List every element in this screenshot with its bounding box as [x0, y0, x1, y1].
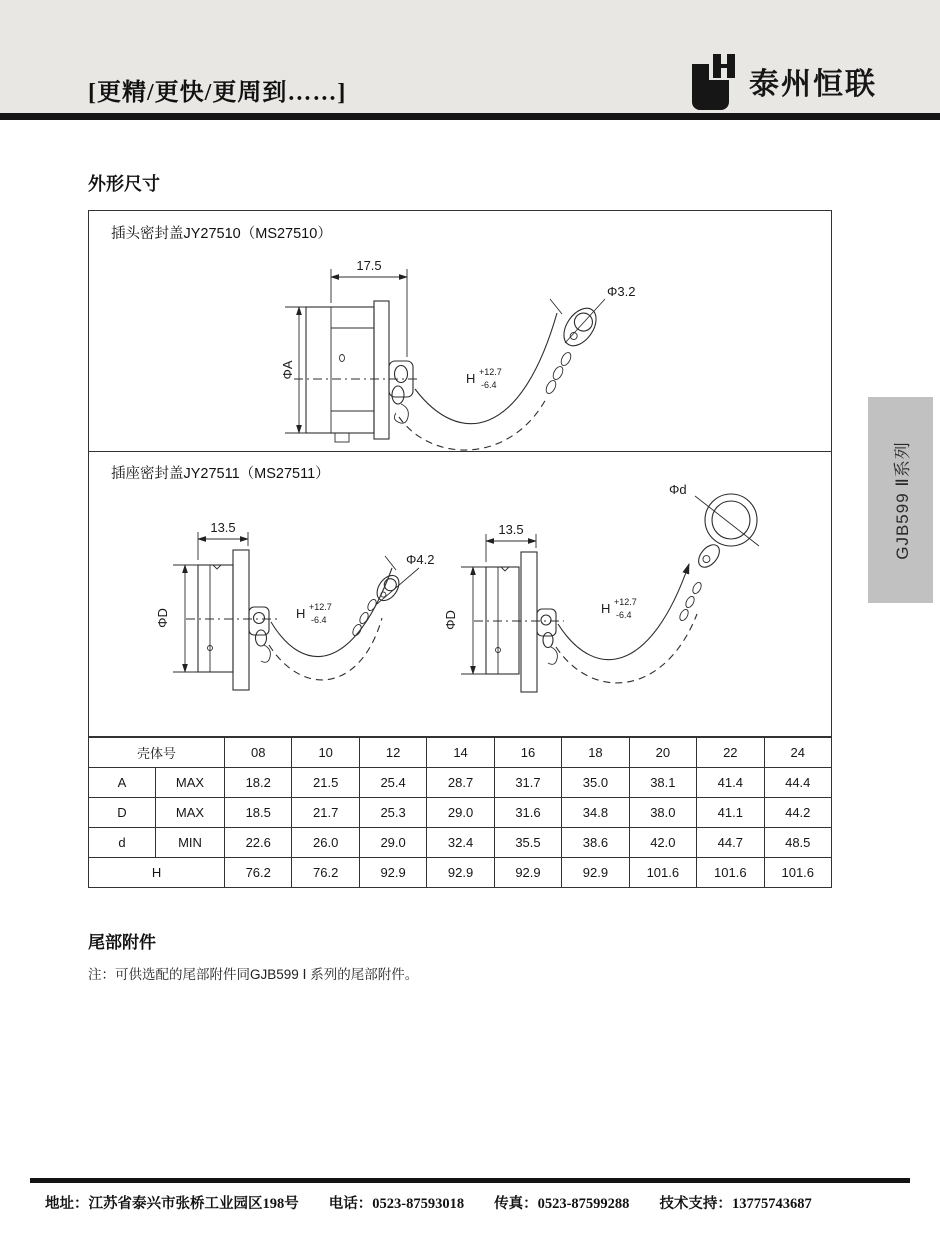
h-dimension-2 — [296, 602, 332, 625]
table-header-size: 20 — [629, 738, 696, 768]
dim-17-5: 17.5 — [356, 258, 382, 273]
footer-rule — [30, 1178, 910, 1183]
svg-text:-6.4: -6.4 — [481, 380, 497, 390]
series-side-tab-label: GJB599 Ⅱ系列 — [893, 440, 912, 560]
table-cell: 31.7 — [494, 768, 561, 798]
table-cell: 44.7 — [697, 828, 764, 858]
table-header-size: 22 — [697, 738, 764, 768]
footer-fax: 传真：0523-87599288 — [494, 1196, 630, 1212]
dim-13-5-right: 13.5 — [498, 522, 524, 537]
svg-text:-6.4: -6.4 — [616, 610, 632, 620]
table-header-size: 12 — [359, 738, 426, 768]
table-row-A — [89, 768, 832, 798]
table-cell: 92.9 — [562, 858, 629, 888]
table-cell: 38.6 — [562, 828, 629, 858]
table-cell: 101.6 — [697, 858, 764, 888]
table-header-size: 14 — [427, 738, 494, 768]
dim-13-5-left: 13.5 — [210, 520, 236, 535]
table-cell: 44.2 — [764, 798, 831, 828]
table-cell: 21.7 — [292, 798, 359, 828]
lh-logo-icon — [688, 52, 740, 110]
table-cell: 18.5 — [225, 798, 292, 828]
table-header-size: 18 — [562, 738, 629, 768]
table-header-size: 10 — [292, 738, 359, 768]
table-cell: 42.0 — [629, 828, 696, 858]
table-cell: 25.3 — [359, 798, 426, 828]
table-cell: 92.9 — [359, 858, 426, 888]
dim-phi-d-right: ΦD — [443, 610, 458, 630]
table-cell: 76.2 — [292, 858, 359, 888]
table-cell: 41.4 — [697, 768, 764, 798]
section-title-outline: 外形尺寸 — [88, 174, 160, 194]
table-cell: 25.4 — [359, 768, 426, 798]
cap-diameter-dimension — [280, 307, 306, 433]
table-header-size: 24 — [764, 738, 831, 768]
drawing2-label: 插座密封盖JY27511（MS27511） — [111, 466, 330, 482]
table-row-H — [89, 858, 832, 888]
lanyard-chain — [399, 284, 635, 450]
dim-phi-4-2: Φ4.2 — [406, 552, 435, 567]
footer-support: 技术支持：13775743687 — [659, 1196, 812, 1212]
svg-text:+12.7: +12.7 — [479, 367, 502, 377]
receptacle-variant-small-eyelet — [155, 520, 434, 690]
table-cell: 76.2 — [225, 858, 292, 888]
h-dimension-3 — [601, 597, 637, 620]
table-cell: 21.5 — [292, 768, 359, 798]
table-cell: 101.6 — [629, 858, 696, 888]
table-cell: 31.6 — [494, 798, 561, 828]
table-header-size: 16 — [494, 738, 561, 768]
table-cell: 41.1 — [697, 798, 764, 828]
table-cell: 101.6 — [764, 858, 831, 888]
table-cell: 29.0 — [359, 828, 426, 858]
company-logo — [688, 52, 877, 110]
header-slogan: [更精/更快/更周到……] — [88, 80, 347, 106]
row-label: d — [89, 828, 156, 858]
svg-text:H: H — [296, 606, 306, 621]
svg-text:H: H — [601, 601, 611, 616]
row-label: D — [89, 798, 156, 828]
table-cell: 26.0 — [292, 828, 359, 858]
receptacle-cap-drawing — [89, 452, 831, 738]
table-cell: 22.6 — [225, 828, 292, 858]
table-cell: 38.1 — [629, 768, 696, 798]
table-cell: 32.4 — [427, 828, 494, 858]
section-title-tail: 尾部附件 — [88, 933, 156, 952]
table-cell: 44.4 — [764, 768, 831, 798]
brand-name: 泰州恒联 — [749, 68, 877, 101]
svg-text:H: H — [466, 371, 476, 386]
row-label: H — [89, 858, 225, 888]
table-row-d — [89, 828, 832, 858]
table-header-row — [89, 738, 832, 768]
table-cell: 48.5 — [764, 828, 831, 858]
plug-cap-drawing — [89, 211, 831, 451]
table-row-D — [89, 798, 832, 828]
drawing1-label: 插头密封盖JY27510（MS27510） — [111, 226, 332, 242]
row-sublabel: MIN — [156, 828, 225, 858]
dim-phi-a: ΦA — [280, 360, 295, 380]
table-header-size: 08 — [225, 738, 292, 768]
tail-note: 注：可供选配的尾部附件同GJB599 Ⅰ 系列的尾部附件。 — [88, 967, 419, 982]
row-label: A — [89, 768, 156, 798]
outline-drawing-box — [88, 210, 832, 737]
table-cell: 34.8 — [562, 798, 629, 828]
series-side-tab — [868, 397, 933, 603]
footer — [45, 1192, 925, 1213]
receptacle-variant-large-ring — [443, 482, 759, 692]
svg-text:+12.7: +12.7 — [309, 602, 332, 612]
footer-phone: 电话：0523-87593018 — [328, 1196, 465, 1212]
svg-text:-6.4: -6.4 — [311, 615, 327, 625]
header-rule — [0, 113, 940, 120]
table-cell: 92.9 — [494, 858, 561, 888]
table-cell: 35.0 — [562, 768, 629, 798]
footer-address: 地址：江苏省泰兴市张桥工业园区198号 — [45, 1196, 299, 1212]
table-cell: 18.2 — [225, 768, 292, 798]
table-cell: 38.0 — [629, 798, 696, 828]
table-cell: 28.7 — [427, 768, 494, 798]
table-cell: 35.5 — [494, 828, 561, 858]
row-sublabel: MAX — [156, 798, 225, 828]
dimension-table — [88, 737, 832, 888]
h-dimension-1 — [466, 367, 502, 390]
table-header-shell: 壳体号 — [89, 738, 225, 768]
dim-phi-3-2: Φ3.2 — [607, 284, 636, 299]
table-cell: 29.0 — [427, 798, 494, 828]
dim-phi-d-left: ΦD — [155, 608, 170, 628]
dim-phi-d-ring: Φd — [669, 482, 687, 497]
table-cell: 92.9 — [427, 858, 494, 888]
svg-text:+12.7: +12.7 — [614, 597, 637, 607]
row-sublabel: MAX — [156, 768, 225, 798]
